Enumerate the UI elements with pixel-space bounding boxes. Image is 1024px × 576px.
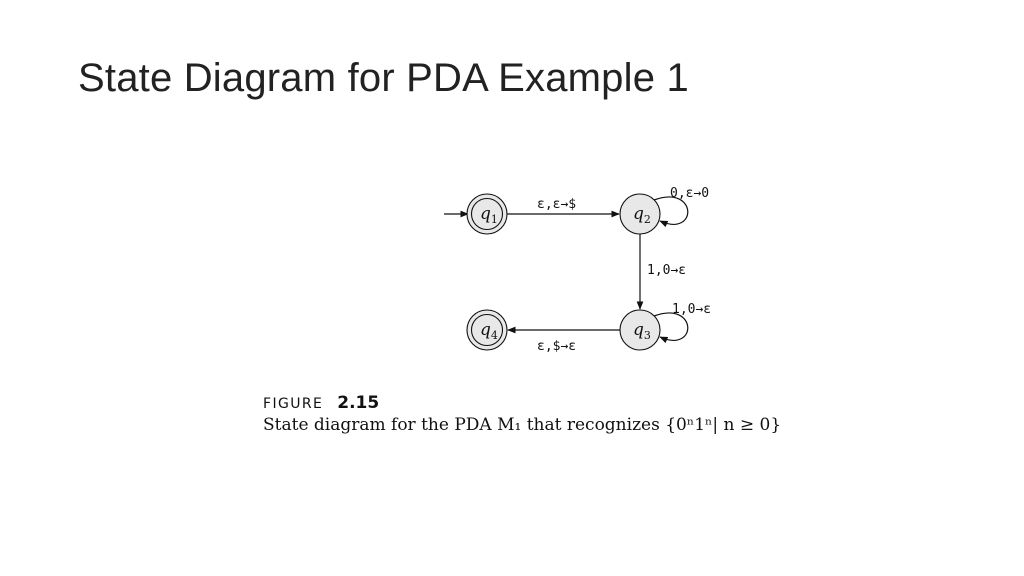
state-q4-sub: 4 xyxy=(490,329,498,342)
state-q4 xyxy=(467,310,507,350)
edge-label-q1-q2: ε,ε→$ xyxy=(537,197,577,212)
state-q3-sub: 3 xyxy=(643,329,651,342)
edge-label-q3-q4: ε,$→ε xyxy=(537,339,577,354)
slide-title: State Diagram for PDA Example 1 xyxy=(78,56,689,100)
state-q4-base: q xyxy=(480,320,491,340)
figure-description: State diagram for the PDA M₁ that recognizes {0ⁿ1ⁿ| n ≥ 0} xyxy=(263,415,782,435)
edge-label-q2-q3: 1,0→ε xyxy=(647,263,687,278)
state-q2-sub: 2 xyxy=(643,213,651,226)
figure-caption xyxy=(263,393,781,435)
pda-state-diagram xyxy=(430,170,760,370)
edge-label-q2-loop: 0,ε→0 xyxy=(670,186,710,201)
figure-number: 2.15 xyxy=(337,393,380,413)
state-q1-sub: 1 xyxy=(490,213,498,226)
figure-heading xyxy=(263,393,781,413)
state-q1-base: q xyxy=(480,204,491,224)
state-q2-base: q xyxy=(633,204,644,224)
edge-label-q3-loop: 1,0→ε xyxy=(672,302,712,317)
state-q1 xyxy=(467,194,507,234)
figure-label: FIGURE xyxy=(263,396,324,412)
state-q3-base: q xyxy=(633,320,644,340)
